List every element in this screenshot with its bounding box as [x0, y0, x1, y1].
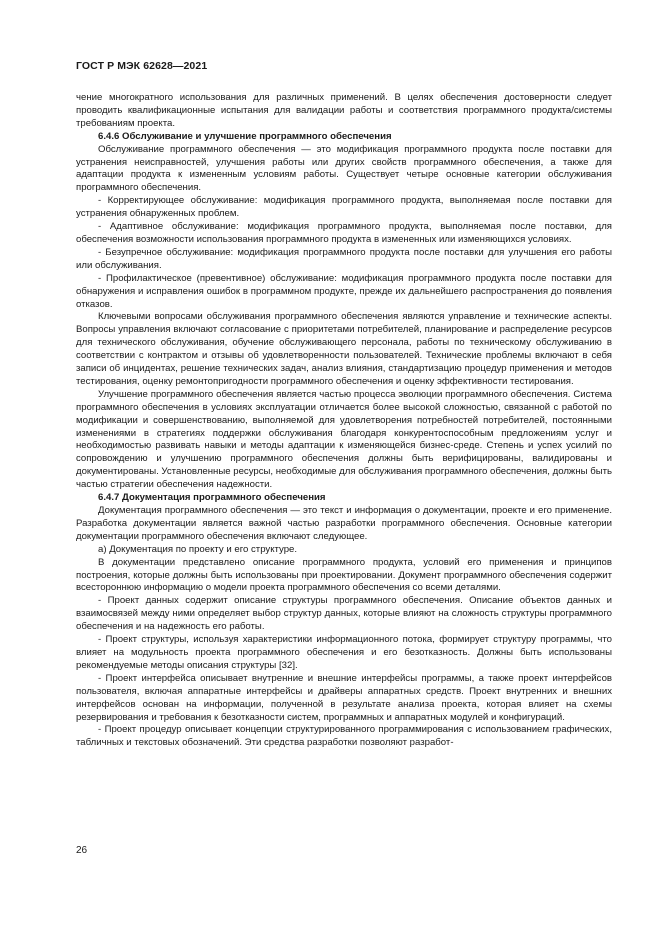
page-number: 26 — [76, 845, 88, 856]
paragraph: В документации представлено описание программного продукта, условий его применения и принципов построения, которые должны быть использованы при проектировании. Документ программного обеспечения содержит всестороннюю информацию о модели проекта программного обеспечения со всеми деталями. — [76, 556, 612, 594]
list-item-procedure-design: - Проект процедур описывает концепции структурированного программирования с использованием графических, табличных и текстовых обозначений. Эти средства разработки позволяют разработ- — [76, 724, 612, 749]
paragraph: Ключевыми вопросами обслуживания программного обеспечения являются управление и технические аспекты. Вопросы управления включают согласование с приоритетами потребителей, планирование и распределение ресурсов для технического обслуживания, обучение обслуживающего персонала, работы по техническому обслуживанию в соответствии с контрактом и отзывы об удовлетворенности пользователей. Технические проблемы включают в себя записи об инцидентах, решение технических задач, анализ влияния, стандартизацию процедур применения и методов тестирования, оценку ремонтопригодности программного обеспечения и оценку эффективности тестирования. — [76, 311, 612, 387]
list-item-data-design: - Проект данных содержит описание структуры программного обеспечения. Описание объектов данных и взаимосвязей между ними определяет выбор структур данных, которые влияют на сложность структуры программного обеспечения и на надежность его работы. — [76, 595, 612, 633]
list-item-perfective: - Безупречное обслуживание: модификация программного продукта после поставки для улучшения его работы или обслуживания. — [76, 246, 612, 271]
paragraph: Документация программного обеспечения — это текст и информация о документации, проекте и его применение. Разработка документации является важной частью разработки программного обеспечения. Основные категории документации программного обеспечения включают следующее. — [76, 505, 612, 542]
list-item-corrective: - Корректирующее обслуживание: модификация программного продукта, выполняемая после поставки для устранения обнаруженных проблем. — [76, 195, 612, 220]
document-body — [76, 92, 612, 750]
list-item-interface-design: - Проект интерфейса описывает внутренние и внешние интерфейсы программы, а также проект интерфейсов пользователя, включая аппаратные интерфейсы и драйверы аппаратных средств. Проект внутренних и внешних интерфейсов основан на информации, полученной в результате анализа проекта, которая влияет на схемы резервирования и требования к безотказности систем, программных и аппаратных модулей и конфигураций. — [76, 672, 612, 723]
list-item-structure-design: - Проект структуры, используя характеристики информационного потока, формирует структуру программы, что влияет на модульность проекта программного обеспечения и его безотказность. Должны быть использованы рекомендуемые методы описания структуры [32]. — [76, 634, 612, 671]
section-title-6-4-7: 6.4.7 Документация программного обеспечения — [98, 492, 326, 504]
standard-header: ГОСТ Р МЭК 62628—2021 — [76, 60, 208, 72]
paragraph: Улучшение программного обеспечения является частью процесса эволюции программного обеспечения. Система программного обеспечения в условиях эксплуатации отличается более высокой сложностью, связанной с работой по модификации и совершенствованию, выполняемой для удовлетворения потребностей потребителей, постоянными изменениями в стратегиях поддержки обслуживания благодаря конкурентоспособным предложениям услуг и необходимостью развивать навыки и методы адаптации к изменяющейся бизнес-среде. Степень и успех усилий по сопровождению и улучшению программного обеспечения должны быть верифицированы, валидированы и документированы. Установленные ресурсы, необходимые для обслуживания программного обеспечения, должны быть частью стратегии обеспечения надежности. — [76, 388, 612, 491]
list-item-a: а) Документация по проекту и его структуре. — [98, 543, 298, 555]
list-item-adaptive: - Адаптивное обслуживание: модификация программного продукта, выполняемая после поставки, для обеспечения возможности использования программного продукта в измененных или изменяющихся условиях. — [76, 221, 612, 245]
paragraph-continued: чение многократного использования для различных применений. В целях обеспечения достоверности следует проводить квалификационные испытания для валидации работы и соответствия программного продукта/системы требованиям проекта. — [76, 92, 612, 129]
document-page — [76, 0, 612, 935]
list-item-preventive: - Профилактическое (превентивное) обслуживание: модификация программного продукта после поставки для обнаружения и исправления ошибок в программном продукте, прежде их дальнейшего распространения до появления отказов. — [76, 272, 612, 310]
section-title-6-4-6: 6.4.6 Обслуживание и улучшение программного обеспечения — [98, 130, 392, 142]
paragraph: Обслуживание программного обеспечения — это модификация программного продукта после поставки для устранения неисправностей, улучшения работы или других свойств программного обеспечения, а также для адаптации продукта к измененным условиям работы. Существует четыре основные категории обслуживания программного обеспечения. — [76, 143, 612, 194]
